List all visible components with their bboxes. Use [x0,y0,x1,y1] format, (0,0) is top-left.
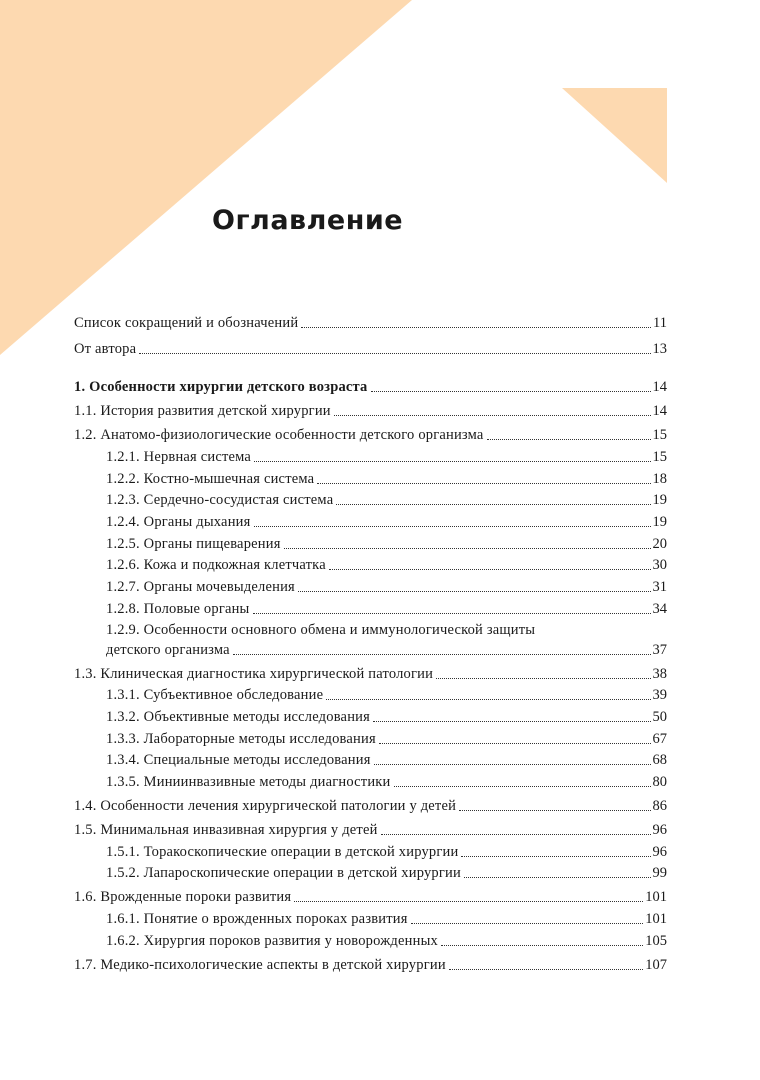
dot-leader [233,653,651,655]
toc-subsection-1-2-9-label[interactable]: 1.2.9. Особенности основного обмена и иммунологической защиты [106,622,536,638]
toc-entry-label: 1.2.7. Органы мочевыделения [106,579,295,595]
toc-subsection-1-6-1[interactable] [106,910,667,928]
dot-leader [394,785,651,787]
toc-entry-page: 14 [652,379,667,395]
toc-entry-page: 101 [645,911,667,927]
toc-entry-page: 14 [652,403,667,419]
toc-entry-label: 1.1. История развития детской хирургии [74,403,331,419]
toc-entry-label: 1.2.5. Органы пищеварения [106,536,281,552]
toc-entry-label: 1.2. Анатомо-физиологические особенности детского организма [74,427,484,443]
toc-entry-label: 1.5.2. Лапароскопические операции в детской хирургии [106,865,461,881]
toc-section-1-5[interactable] [74,821,667,839]
page-title: Оглавление [212,205,404,236]
toc-subsection-1-3-5[interactable] [106,773,667,791]
toc-entry-label: 1.2.8. Половые органы [106,601,250,617]
toc-section-1-1[interactable] [74,402,667,420]
toc-entry-label: 1.6.2. Хирургия пороков развития у новорожденных [106,933,438,949]
toc-section-1-6[interactable] [74,888,667,906]
toc-entry-label: 1.4. Особенности лечения хирургической патологии у детей [74,798,457,814]
toc-entry-label: 1.2.6. Кожа и подкожная клетчатка [106,557,326,573]
decorative-triangle-large [0,0,412,355]
dot-leader [379,742,651,744]
dot-leader [381,833,651,835]
toc-subsection-1-5-2[interactable] [106,864,667,882]
toc-entry-label: 1.5.1. Торакоскопические операции в детской хирургии [106,844,459,860]
toc-entry-page: 86 [652,798,667,814]
dot-leader [461,855,650,857]
toc-subsection-1-6-2[interactable] [106,932,667,950]
toc-entry-page: 11 [653,315,667,331]
dot-leader [254,525,651,527]
toc-section-1-4[interactable] [74,797,667,815]
dot-leader [459,809,650,811]
toc-subsection-1-2-7[interactable] [106,578,667,596]
toc-entry-page: 67 [652,731,667,747]
toc-entry-abbreviations[interactable] [74,314,667,332]
toc-entry-page: 96 [652,844,667,860]
dot-leader [441,944,643,946]
toc-entry-page: 37 [652,642,667,658]
toc-entry-page: 99 [652,865,667,881]
toc-entry-label: 1. Особенности хирургии детского возраста [74,379,368,395]
toc-entry-label: 1.3. Клиническая диагностика хирургической патологии [74,666,434,682]
toc-section-1-3[interactable] [74,665,667,683]
toc-entry-label: 1.3.5. Миниинвазивные методы диагностики [106,774,391,790]
toc-entry-page: 30 [652,557,667,573]
toc-chapter-1[interactable] [74,378,667,396]
toc-entry-page: 96 [652,822,667,838]
toc-entry-label: 1.2.1. Нервная система [106,449,252,465]
toc-entry-page: 19 [652,492,667,508]
toc-entry-page: 20 [652,536,667,552]
dot-leader [487,438,651,440]
toc-entry-page: 31 [652,579,667,595]
dot-leader [294,900,643,902]
toc-entry-label: 1.2.4. Органы дыхания [106,514,251,530]
dot-leader [334,414,651,416]
toc-entry-page: 19 [652,514,667,530]
toc-entry-label: 1.3.3. Лабораторные методы исследования [106,731,376,747]
dot-leader [301,326,651,328]
dot-leader [298,590,651,592]
toc-subsection-1-2-8[interactable] [106,600,667,618]
toc-entry-label: 1.2.2. Костно-мышечная система [106,471,315,487]
toc-subsection-1-2-3[interactable] [106,491,667,509]
toc-entry-label: 1.5. Минимальная инвазивная хирургия у детей [74,822,378,838]
toc-entry-label: 1.6. Врожденные пороки развития [74,889,292,905]
toc-subsection-1-2-4[interactable] [106,513,667,531]
dot-leader [371,390,651,392]
dot-leader [411,922,644,924]
dot-leader [253,612,651,614]
toc-entry-page: 13 [652,341,667,357]
toc-entry-label: Список сокращений и обозначений [74,315,299,331]
dot-leader [449,968,643,970]
toc-entry-page: 105 [645,933,667,949]
toc-subsection-1-2-5[interactable] [106,535,667,553]
toc-subsection-1-2-9[interactable] [106,641,667,659]
toc-subsection-1-2-2[interactable] [106,470,667,488]
dot-leader [436,677,650,679]
toc-entry-label: 1.3.2. Объективные методы исследования [106,709,370,725]
toc-entry-label: 1.3.4. Специальные методы исследования [106,752,371,768]
toc-entry-page: 50 [652,709,667,725]
dot-leader [326,698,650,700]
toc-subsection-1-5-1[interactable] [106,843,667,861]
dot-leader [374,763,651,765]
toc-section-1-2[interactable] [74,426,667,444]
toc-entry-label: 1.7. Медико-психологические аспекты в детской хирургии [74,957,446,973]
toc-entry-page: 68 [652,752,667,768]
toc-subsection-1-2-1[interactable] [106,448,667,466]
toc-entry-label: 1.6.1. Понятие о врожденных пороках развития [106,911,408,927]
toc-entry-label: От автора [74,341,137,357]
toc-entry-page: 107 [645,957,667,973]
toc-entry-page: 39 [652,687,667,703]
toc-subsection-1-3-2[interactable] [106,708,667,726]
toc-subsection-1-3-4[interactable] [106,751,667,769]
dot-leader [317,482,650,484]
dot-leader [284,547,651,549]
toc-entry-page: 15 [652,427,667,443]
toc-entry-page: 80 [652,774,667,790]
dot-leader [254,460,650,462]
toc-entry-from-author[interactable] [74,340,667,358]
toc-entry-page: 15 [652,449,667,465]
toc-subsection-1-3-3[interactable] [106,730,667,748]
toc-entry-page: 38 [652,666,667,682]
toc-section-1-7[interactable] [74,956,667,974]
toc-entry-page: 18 [652,471,667,487]
toc-entry-page: 34 [652,601,667,617]
dot-leader [373,720,651,722]
toc-entry-page: 101 [645,889,667,905]
dot-leader [464,876,651,878]
toc-subsection-1-2-6[interactable] [106,556,667,574]
toc-entry-label: 1.3.1. Субъективное обследование [106,687,324,703]
dot-leader [139,352,650,354]
dot-leader [329,568,651,570]
toc-entry-label-continuation: детского организма [106,642,230,658]
dot-leader [336,503,650,505]
toc-entry-label: 1.2.3. Сердечно-сосудистая система [106,492,334,508]
decorative-triangle-small [562,88,667,183]
toc-subsection-1-3-1[interactable] [106,686,667,704]
